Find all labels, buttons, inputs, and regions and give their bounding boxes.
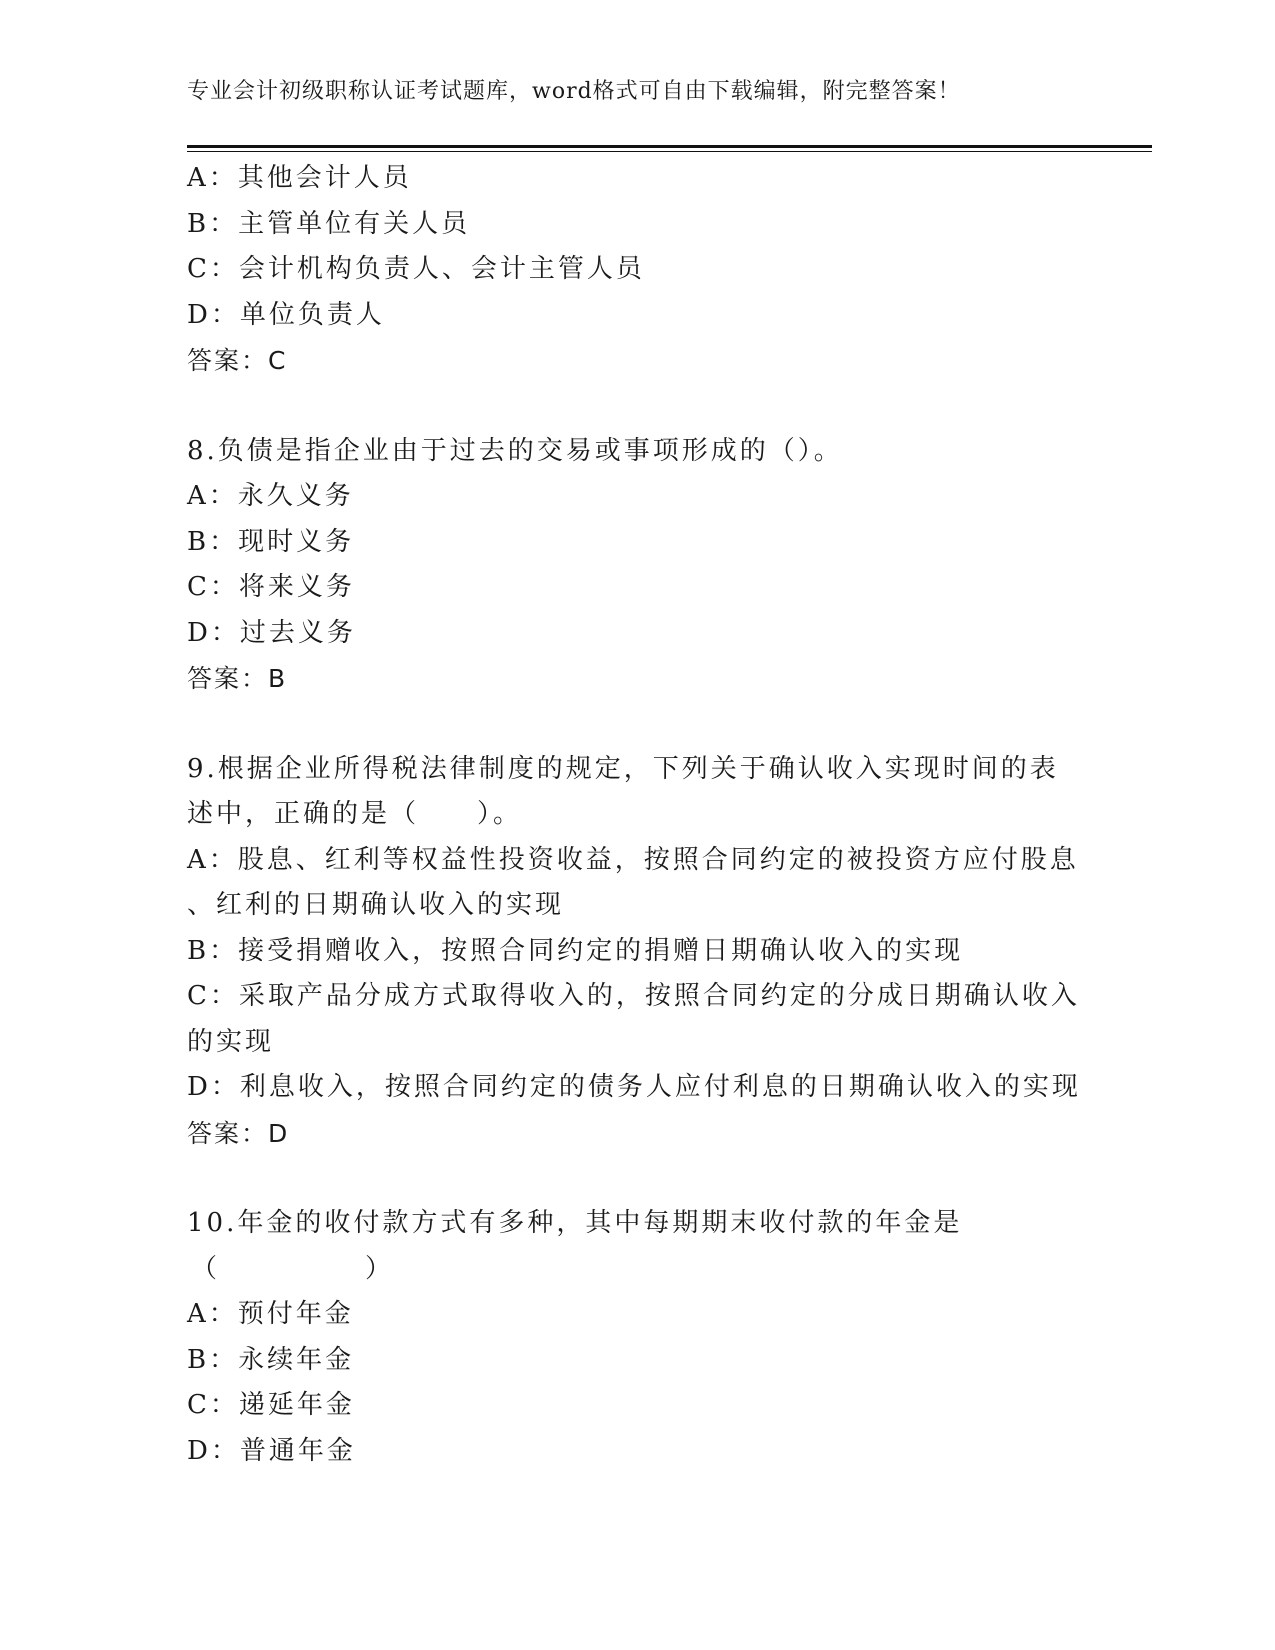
q7-option-c: C：会计机构负责人、会计主管人员	[187, 254, 645, 284]
q7-option-d: D：单位负责人	[187, 299, 385, 330]
q9-option-c-line-1: C：采取产品分成方式取得收入的，按照合同约定的分成日期确认收入	[187, 981, 1080, 1011]
q9-option-c-line-2: 的实现	[187, 1026, 275, 1057]
q8-option-c: C：将来义务	[187, 572, 355, 602]
q9-option-d: D：利息收入，按照合同约定的债务人应付利息的日期确认收入的实现	[187, 1072, 1081, 1102]
q7-option-b: B：主管单位有关人员	[187, 208, 471, 239]
q10-option-b: B：永续年金	[187, 1344, 355, 1375]
q9-question-line-1: 9.根据企业所得税法律制度的规定，下列关于确认收入实现时间的表	[187, 753, 1059, 784]
question-8	[187, 429, 1067, 702]
q8-answer: 答案：B	[187, 664, 288, 693]
q8-option-a: A：永久义务	[187, 481, 354, 511]
q9-option-a-line-2: 、红利的日期确认收入的实现	[187, 890, 565, 920]
q9-option-b: B：接受捐赠收入，按照合同约定的捐赠日期确认收入的实现	[187, 935, 964, 966]
page-header: 专业会计初级职称认证考试题库，word格式可自由下载编辑，附完整答案！	[187, 79, 961, 104]
q8-option-d: D：过去义务	[187, 617, 356, 648]
q8-question: 8.负债是指企业由于过去的交易或事项形成的（）。	[187, 435, 843, 466]
question-9	[187, 747, 1081, 1157]
question-10	[187, 1201, 1067, 1474]
q7-option-a: A：其他会计人员	[187, 163, 412, 193]
q8-option-b: B：现时义务	[187, 526, 355, 557]
spacer	[187, 384, 1067, 429]
q10-option-c: C：递延年金	[187, 1390, 355, 1420]
q7-answer: 答案：C	[187, 346, 288, 375]
question-7	[187, 156, 1067, 384]
q10-option-d: D：普通年金	[187, 1435, 356, 1466]
q10-question-line-1: 10.年金的收付款方式有多种，其中每期期末收付款的年金是	[187, 1208, 963, 1238]
q10-question-line-2: （ ）	[191, 1253, 395, 1284]
q9-answer: 答案：D	[187, 1118, 290, 1148]
spacer	[187, 702, 1067, 747]
document-body	[187, 156, 1081, 1474]
header-rule-thin	[187, 151, 1152, 152]
q9-option-a-line-1: A：股息、红利等权益性投资收益，按照合同约定的被投资方应付股息	[187, 844, 1079, 875]
header-rule-thick	[187, 145, 1152, 148]
q10-option-a: A：预付年金	[187, 1299, 354, 1329]
q9-question-line-2: 述中，正确的是（ ）。	[187, 799, 523, 829]
spacer	[187, 1156, 1067, 1201]
